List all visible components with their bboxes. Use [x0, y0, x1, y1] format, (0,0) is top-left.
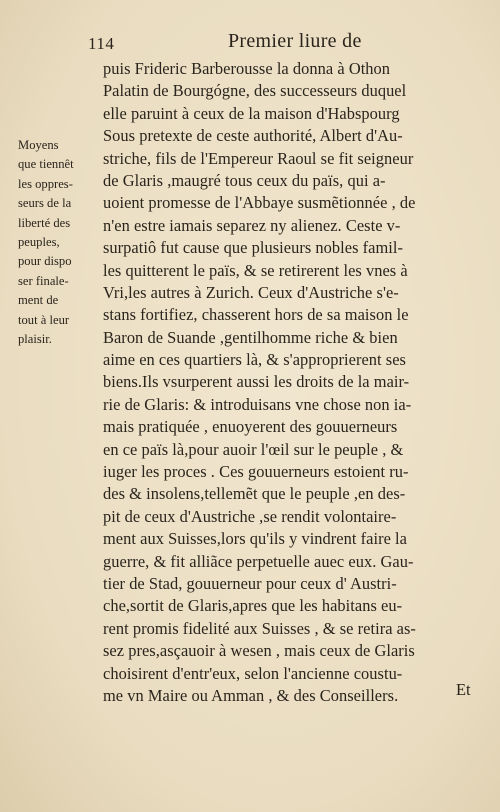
margin-note: [18, 136, 98, 349]
body-text: [103, 58, 473, 707]
text-line: n'en estre iamais separez ny alienez. Ceste v-: [103, 215, 401, 235]
margin-note-line: ment de: [18, 293, 59, 308]
text-line: rie de Glaris: & introduisans vne chose non ia-: [103, 394, 412, 414]
catchword: Et: [456, 680, 471, 699]
text-line: elle paruint à ceux de la maison d'Habspourg: [103, 103, 400, 123]
page-number: 114: [88, 34, 115, 53]
margin-note-line: les oppres-: [18, 176, 73, 191]
margin-note-line: plaisir.: [18, 331, 52, 346]
text-line: des & insolens,tellemẽt que le peuple ,en des-: [103, 484, 406, 504]
text-line: iuger les proces . Ces gouuerneurs estoient ru-: [103, 462, 409, 482]
text-line: ment aux Suisses,lors qu'ils y vindrent faire la: [103, 529, 407, 549]
margin-note-line: peuples,: [18, 234, 60, 249]
text-line: en ce païs là,pour auoir l'œil sur le peuple , &: [103, 439, 404, 459]
text-line: Vri,les autres à Zurich. Ceux d'Austriche s'e-: [103, 282, 399, 302]
text-line: Baron de Suande ,gentilhomme riche & bien: [103, 327, 398, 347]
text-line: rent promis fidelité aux Suisses , & se retira as-: [103, 618, 416, 638]
text-line: me vn Maire ou Amman , & des Conseillers.: [103, 685, 399, 705]
text-line: aime en ces quartiers là, & s'approprierent ses: [103, 350, 406, 370]
margin-note-line: ser finale-: [18, 273, 69, 288]
text-line: de Glaris ,maugré tous ceux du païs, qui a-: [103, 170, 386, 190]
text-line: Sous pretexte de ceste authorité, Albert d'Au-: [103, 126, 403, 146]
text-line: les quitterent le païs, & se retirerent les vnes à: [103, 260, 408, 280]
text-line: sez pres,asçauoir à wesen , mais ceux de Glaris: [103, 641, 415, 661]
margin-note-line: pour dispo: [18, 254, 72, 269]
margin-note-line: tout à leur: [18, 312, 70, 327]
text-line: tier de Stad, gouuerneur pour ceux d' Austri-: [103, 573, 397, 593]
margin-note-line: seurs de la: [18, 196, 72, 211]
margin-note-line: que tiennêt: [18, 157, 74, 172]
text-line: biens.Ils vsurperent aussi les droits de la mair-: [103, 372, 410, 392]
margin-note-line: Moyens: [18, 138, 59, 152]
text-line: mais pratiquée , enuoyerent des gouuerneurs: [103, 417, 398, 437]
margin-note-line: liberté des: [18, 215, 71, 230]
text-line: uoient promesse de l'Abbaye susmẽtionnée , de: [103, 193, 416, 213]
text-line: pit de ceux d'Austriche ,se rendit volontaire-: [103, 506, 397, 526]
text-line: stans fortifiez, chasserent hors de sa maison le: [103, 305, 409, 325]
text-line: striche, fils de l'Empereur Raoul se fit seigneur: [103, 148, 414, 168]
text-line: puis Frideric Barberousse la donna à Othon: [103, 59, 391, 78]
running-title: Premier liure de: [228, 30, 362, 52]
text-line: choisirent d'entr'eux, selon l'ancienne coustu-: [103, 663, 403, 683]
text-line: guerre, & fit alliãce perpetuelle auec eux. Gau-: [103, 551, 414, 571]
text-line: che,sortit de Glaris,apres que les habitans eu-: [103, 596, 403, 616]
text-line: Palatin de Bourgógne, des successeurs duquel: [103, 81, 407, 101]
text-line: surpatiô fut cause que plusieurs nobles famil-: [103, 238, 403, 258]
